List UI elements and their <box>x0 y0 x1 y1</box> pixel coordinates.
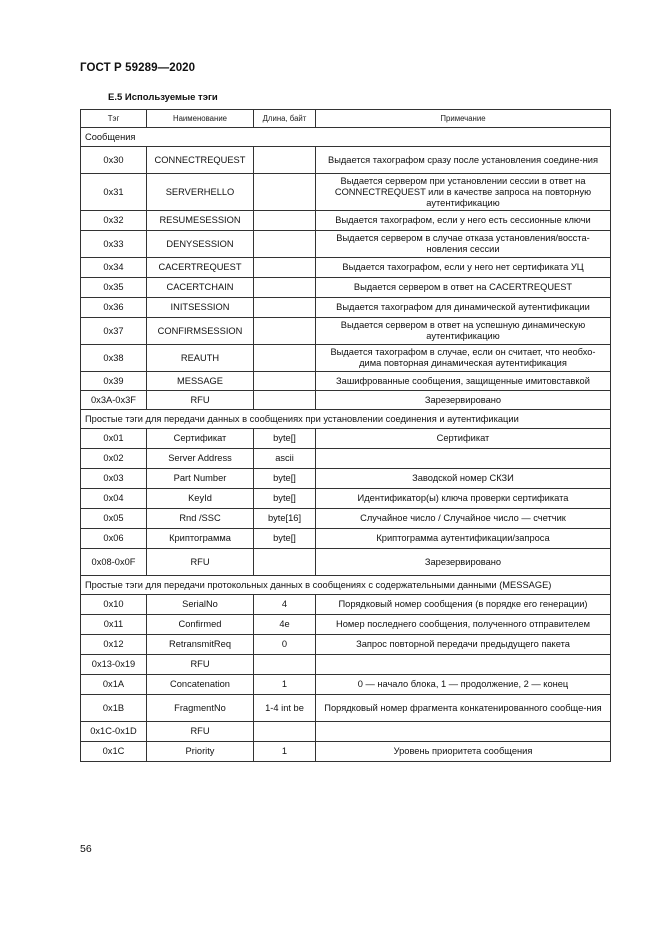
cell-name: RFU <box>147 549 254 576</box>
column-header-note: Примечание <box>316 110 611 128</box>
group-header-row <box>81 576 611 595</box>
cell-note: Номер последнего сообщения, полученного отправителем <box>316 615 611 635</box>
cell-name: SerialNo <box>147 595 254 615</box>
cell-tag: 0x03 <box>81 469 147 489</box>
cell-note: Выдается сервером в случае отказа установления/восста-новления сессии <box>316 231 611 258</box>
table-row <box>81 372 611 391</box>
cell-length <box>254 298 316 318</box>
cell-name: Part Number <box>147 469 254 489</box>
cell-name: RESUMESESSION <box>147 211 254 231</box>
cell-length <box>254 549 316 576</box>
cell-length: byte[] <box>254 429 316 449</box>
table-row <box>81 489 611 509</box>
cell-tag: 0x34 <box>81 258 147 278</box>
table-row <box>81 391 611 410</box>
cell-length <box>254 278 316 298</box>
cell-name: Server Address <box>147 449 254 469</box>
table-row <box>81 429 611 449</box>
cell-note: Порядковый номер фрагмента конкатенированного сообще-ния <box>316 695 611 722</box>
cell-tag: 0x39 <box>81 372 147 391</box>
cell-tag: 0x12 <box>81 635 147 655</box>
cell-note: Криптограмма аутентификации/запроса <box>316 529 611 549</box>
cell-name: Confirmed <box>147 615 254 635</box>
cell-tag: 0x31 <box>81 174 147 211</box>
cell-length: byte[16] <box>254 509 316 529</box>
table-row <box>81 449 611 469</box>
cell-name: CONFIRMSESSION <box>147 318 254 345</box>
group-header-row <box>81 410 611 429</box>
cell-tag: 0x13-0x19 <box>81 655 147 675</box>
table-row <box>81 742 611 762</box>
group-header-row <box>81 128 611 147</box>
cell-note <box>316 449 611 469</box>
table-row <box>81 258 611 278</box>
cell-length <box>254 231 316 258</box>
cell-tag: 0x38 <box>81 345 147 372</box>
table-row <box>81 615 611 635</box>
cell-length: 1 <box>254 675 316 695</box>
group-title: Простые тэги для передачи протокольных данных в сообщениях с содержательными данными (MESSAGE) <box>81 576 611 595</box>
cell-name: Priority <box>147 742 254 762</box>
table-row <box>81 298 611 318</box>
cell-tag: 0x3A-0x3F <box>81 391 147 410</box>
cell-name: MESSAGE <box>147 372 254 391</box>
cell-tag: 0x30 <box>81 147 147 174</box>
table-row <box>81 174 611 211</box>
table-row <box>81 318 611 345</box>
table-row <box>81 595 611 615</box>
table-row <box>81 278 611 298</box>
cell-note: Выдается сервером в ответ на CACERTREQUEST <box>316 278 611 298</box>
cell-tag: 0x1B <box>81 695 147 722</box>
page-number: 56 <box>80 843 92 855</box>
tags-table <box>80 109 611 762</box>
cell-tag: 0x37 <box>81 318 147 345</box>
cell-tag: 0x35 <box>81 278 147 298</box>
cell-tag: 0x36 <box>81 298 147 318</box>
cell-note: Выдается тахографом для динамической аутентификации <box>316 298 611 318</box>
cell-length <box>254 345 316 372</box>
table-row <box>81 529 611 549</box>
column-header-tag: Тэг <box>81 110 147 128</box>
table-row <box>81 509 611 529</box>
cell-length: byte[] <box>254 469 316 489</box>
cell-tag: 0x10 <box>81 595 147 615</box>
table-row <box>81 695 611 722</box>
cell-name: KeyId <box>147 489 254 509</box>
table-row <box>81 675 611 695</box>
document-header: ГОСТ Р 59289—2020 <box>80 62 196 74</box>
cell-length <box>254 372 316 391</box>
cell-name: CACERTCHAIN <box>147 278 254 298</box>
cell-note: Зарезервировано <box>316 391 611 410</box>
cell-name: DENYSESSION <box>147 231 254 258</box>
cell-note: Идентификатор(ы) ключа проверки сертификата <box>316 489 611 509</box>
cell-tag: 0x05 <box>81 509 147 529</box>
cell-tag: 0x01 <box>81 429 147 449</box>
table-row <box>81 549 611 576</box>
cell-name: RFU <box>147 655 254 675</box>
cell-length: 0 <box>254 635 316 655</box>
cell-tag: 0x08-0x0F <box>81 549 147 576</box>
table-row <box>81 469 611 489</box>
cell-tag: 0x1C <box>81 742 147 762</box>
cell-note: Заводской номер СКЗИ <box>316 469 611 489</box>
cell-note: Запрос повторной передачи предыдущего пакета <box>316 635 611 655</box>
cell-note <box>316 655 611 675</box>
cell-note: Случайное число / Случайное число — счетчик <box>316 509 611 529</box>
cell-length: 1-4 int be <box>254 695 316 722</box>
table-row <box>81 655 611 675</box>
table-row <box>81 211 611 231</box>
cell-tag: 0x06 <box>81 529 147 549</box>
table-row <box>81 147 611 174</box>
table-row <box>81 345 611 372</box>
group-title: Сообщения <box>81 128 611 147</box>
cell-name: REAUTH <box>147 345 254 372</box>
cell-name: Rnd /SSC <box>147 509 254 529</box>
cell-name: FragmentNo <box>147 695 254 722</box>
cell-tag: 0x33 <box>81 231 147 258</box>
column-header-length: Длина, байт <box>254 110 316 128</box>
cell-name: INITSESSION <box>147 298 254 318</box>
cell-name: SERVERHELLO <box>147 174 254 211</box>
cell-name: CACERTREQUEST <box>147 258 254 278</box>
table-row <box>81 635 611 655</box>
table-header-row <box>81 110 611 128</box>
cell-length: 1 <box>254 742 316 762</box>
cell-note: Зарезервировано <box>316 549 611 576</box>
table-row <box>81 231 611 258</box>
cell-name: Сертификат <box>147 429 254 449</box>
cell-tag: 0x02 <box>81 449 147 469</box>
cell-note: Выдается сервером при установлении сессии в ответ на CONNECTREQUEST или в качестве запроса на повторную аутентификацию <box>316 174 611 211</box>
cell-name: RetransmitReq <box>147 635 254 655</box>
cell-name: RFU <box>147 722 254 742</box>
cell-note: Уровень приоритета сообщения <box>316 742 611 762</box>
cell-length: 4 <box>254 595 316 615</box>
cell-length: byte[] <box>254 489 316 509</box>
cell-length <box>254 722 316 742</box>
cell-note <box>316 722 611 742</box>
cell-tag: 0x11 <box>81 615 147 635</box>
cell-name: Concatenation <box>147 675 254 695</box>
cell-length: ascii <box>254 449 316 469</box>
cell-tag: 0x04 <box>81 489 147 509</box>
cell-length <box>254 174 316 211</box>
cell-note: Выдается сервером в ответ на успешную динамическую аутентификацию <box>316 318 611 345</box>
cell-note: Выдается тахографом, если у него нет сертификата УЦ <box>316 258 611 278</box>
cell-note: Выдается тахографом, если у него есть сессионные ключи <box>316 211 611 231</box>
cell-name: Криптограмма <box>147 529 254 549</box>
group-title: Простые тэги для передачи данных в сообщениях при установлении соединения и аутентификации <box>81 410 611 429</box>
cell-length <box>254 258 316 278</box>
cell-note: Выдается тахографом в случае, если он считает, что необхо-дима повторная динамическая аутентификация <box>316 345 611 372</box>
cell-note: Порядковый номер сообщения (в порядке его генерации) <box>316 595 611 615</box>
cell-length <box>254 147 316 174</box>
cell-tag: 0x1C-0x1D <box>81 722 147 742</box>
cell-tag: 0x1A <box>81 675 147 695</box>
cell-length <box>254 391 316 410</box>
cell-length <box>254 655 316 675</box>
cell-length: 4e <box>254 615 316 635</box>
table-row <box>81 722 611 742</box>
cell-name: RFU <box>147 391 254 410</box>
cell-note: Зашифрованные сообщения, защищенные имитовставкой <box>316 372 611 391</box>
cell-name: CONNECTREQUEST <box>147 147 254 174</box>
cell-note: Сертификат <box>316 429 611 449</box>
cell-length: byte[] <box>254 529 316 549</box>
cell-tag: 0x32 <box>81 211 147 231</box>
cell-length <box>254 211 316 231</box>
section-title: E.5 Используемые тэги <box>108 92 218 103</box>
cell-length <box>254 318 316 345</box>
cell-note: 0 — начало блока, 1 — продолжение, 2 — конец <box>316 675 611 695</box>
column-header-name: Наименование <box>147 110 254 128</box>
cell-note: Выдается тахографом сразу после установления соедине-ния <box>316 147 611 174</box>
